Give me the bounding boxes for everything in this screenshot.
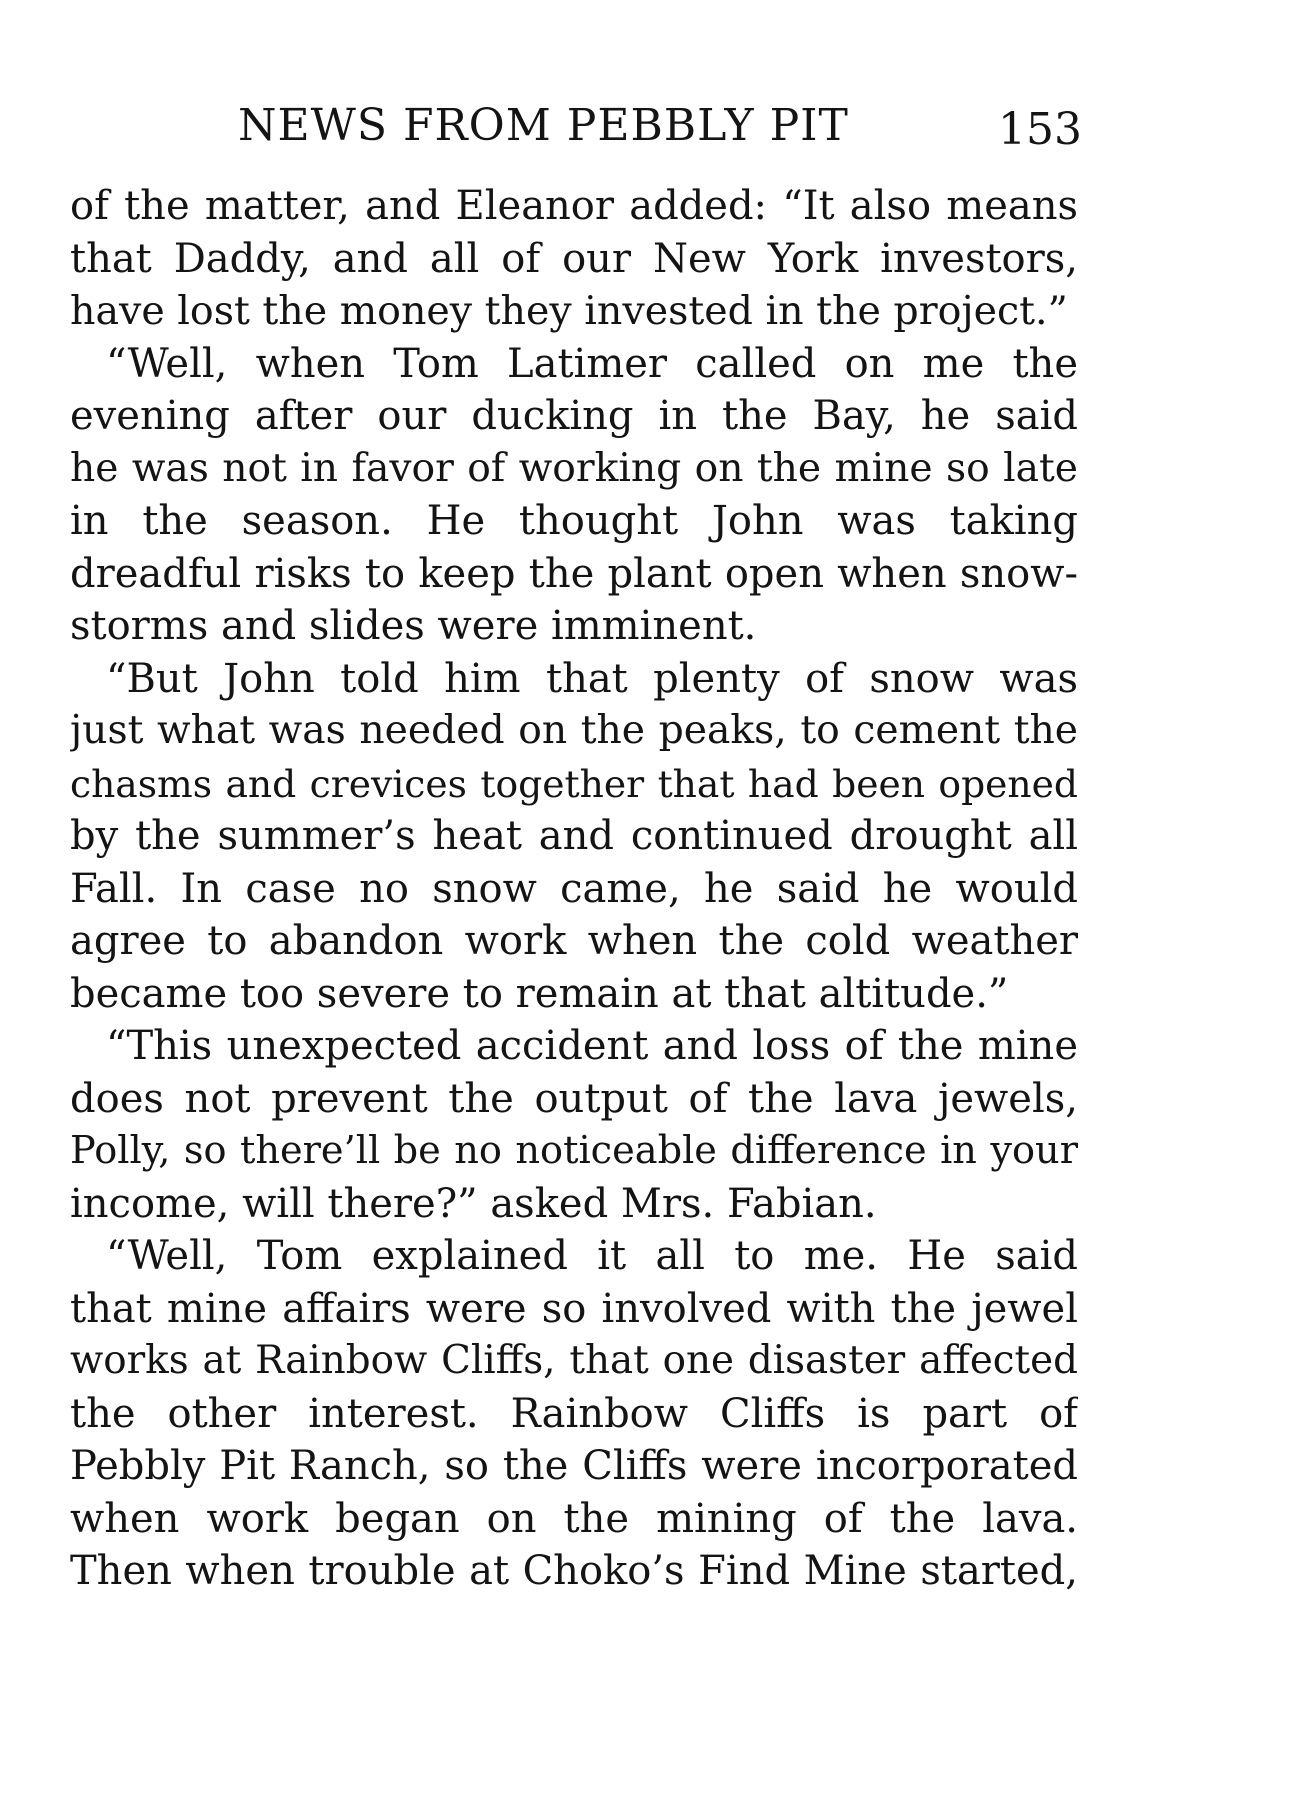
text-line: of the matter, and Eleanor added: “It also means [70,183,1078,229]
text-line: “Well, Tom explained it all to me. He said [106,1233,1078,1279]
text-line: storms and slides were imminent. [70,603,757,649]
text-line: agree to abandon work when the cold weather [70,918,1078,964]
text-line: Pebbly Pit Ranch, so the Cliffs were incorporated [70,1443,1078,1489]
text-line: just what was needed on the peaks, to cement the [70,708,1078,753]
text-line: income, will there?” asked Mrs. Fabian. [70,1180,877,1227]
text-line: Polly, so there’ll be no noticeable difference in your [70,1128,1078,1173]
text-line: by the summer’s heat and continued drought all [70,813,1078,859]
text-line: chasms and crevices together that had been opened [70,761,1078,806]
page-header [70,96,1082,166]
text-line: works at Rainbow Cliffs, that one disaster affected [70,1338,1078,1383]
text-line: became too severe to remain at that altitude.” [70,970,1009,1017]
text-line: in the season. He thought John was taking [70,498,1078,544]
text-line: “This unexpected accident and loss of the mine [106,1023,1078,1069]
text-line: when work began on the mining of the lava. [70,1495,1078,1542]
body-text [70,180,1078,1598]
text-line: does not prevent the output of the lava jewels, [70,1075,1078,1122]
text-line: Fall. In case no snow came, he said he would [70,865,1078,912]
text-line: he was not in favor of working on the mine so late [70,445,1078,491]
text-line: that mine affairs were so involved with the jewel [70,1285,1078,1332]
text-line: have lost the money they invested in the project.” [70,288,1068,334]
text-line: evening after our ducking in the Bay, he said [70,393,1078,439]
text-line: “Well, when Tom Latimer called on me the [106,340,1078,387]
text-line: the other interest. Rainbow Cliffs is part of [70,1390,1078,1437]
text-line: dreadful risks to keep the plant open when snow- [70,550,1078,597]
page-number: 153 [998,104,1082,155]
text-line: that Daddy, and all of our New York investors, [70,235,1078,282]
text-line: Then when trouble at Choko’s Find Mine started, [70,1548,1078,1594]
text-line: “But John told him that plenty of snow was [106,655,1078,702]
running-title: NEWS FROM PEBBLY PIT [238,100,849,151]
